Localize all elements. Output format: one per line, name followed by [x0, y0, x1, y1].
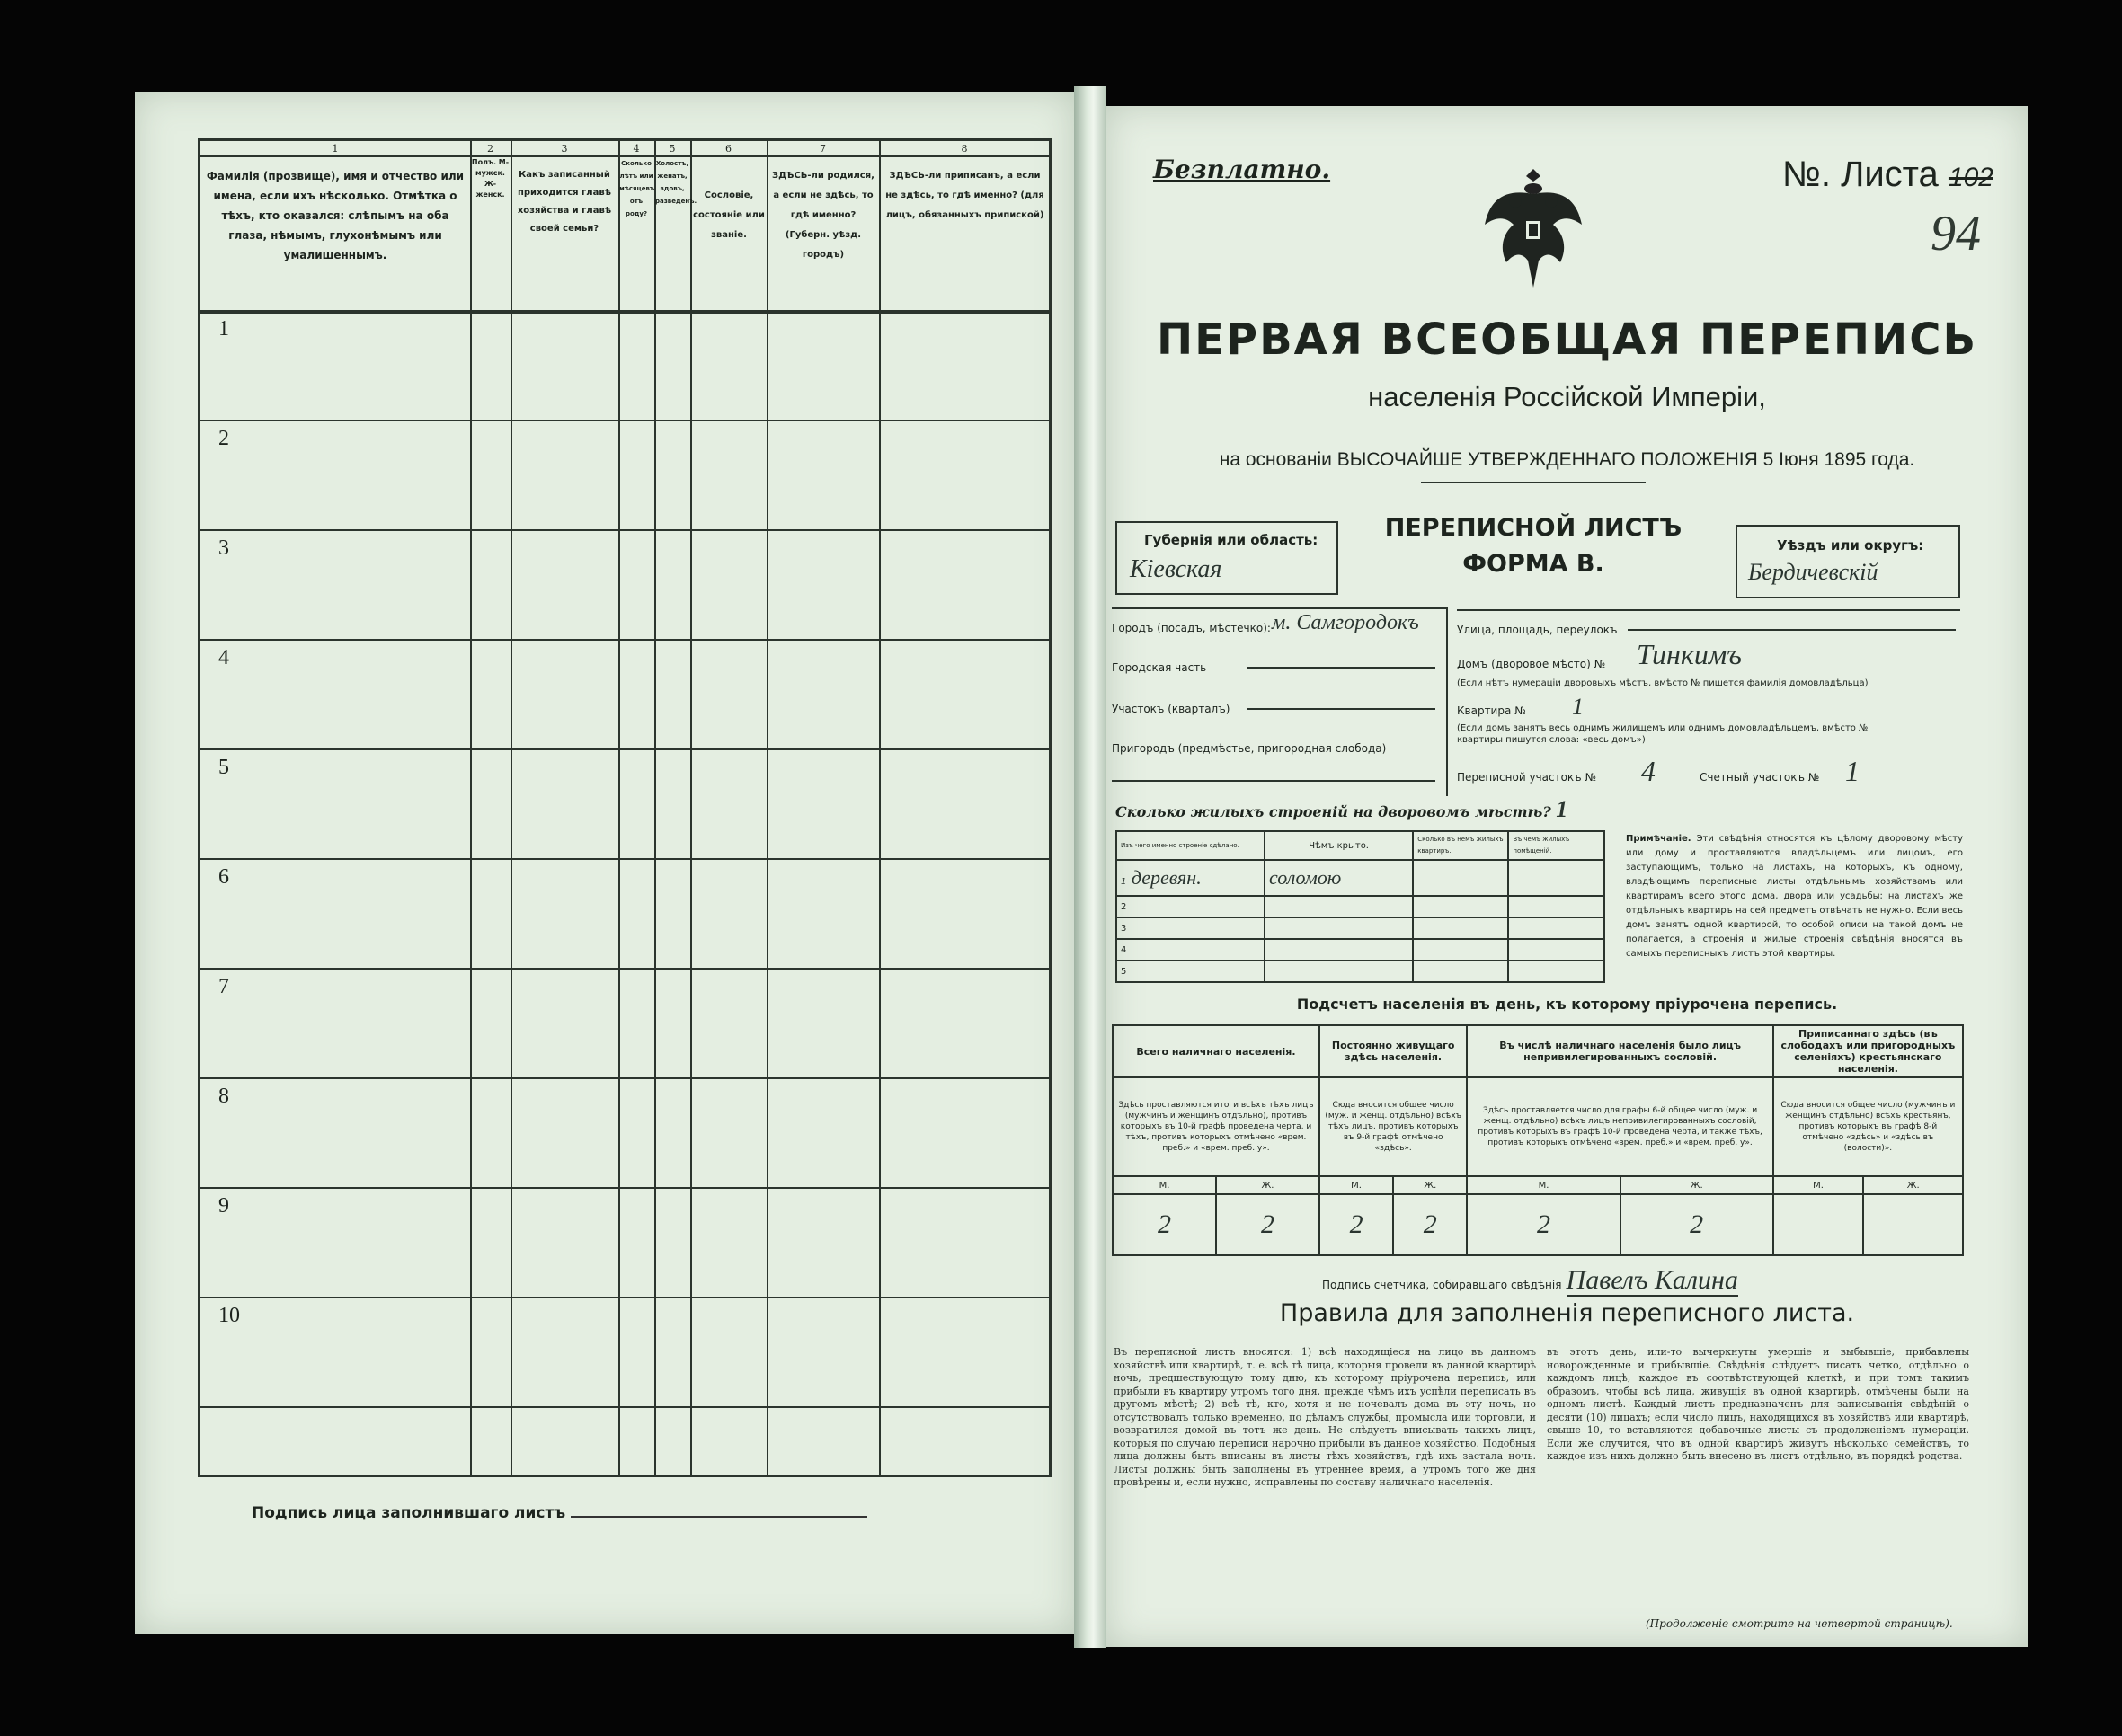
uezd-value: Бердичевскій: [1748, 559, 1878, 585]
row-number: 8: [218, 1085, 229, 1108]
dom-value: Тинкимъ: [1637, 638, 1742, 670]
count-note-nonprivileged: Здѣсь проставляется число для графы 6-й общее число (муж. и женщ. отдѣльно) всѣхъ лицъ непривилегированныхъ сословій, противъ которыхъ въ графѣ 10-й проведена черта, и также тѣхъ, противъ которыхъ отмѣчено «врем. преб.» и «врем. преб. у».: [1467, 1077, 1772, 1176]
row-number: 7: [218, 975, 229, 998]
buildings-note: [1626, 832, 1963, 961]
kvartira-label: Квартира №: [1457, 704, 1526, 717]
sheet-number-handwritten: 94: [1931, 206, 1981, 261]
col-header-registration: ЗДѢСЬ-ли приписанъ, а если не здѣсь, то гдѣ именно? (для лицъ, обязанныхъ припиской): [885, 171, 1044, 220]
building-row: 3: [1116, 917, 1265, 939]
counter-signature: [1322, 1265, 1738, 1296]
col-num-3: 3: [561, 143, 568, 155]
col-header-name: Фамилія (прозвище), имя и отчество или имена, если ихъ нѣсколько. Отмѣтка о тѣхъ, кто оказался: слѣпымъ на оба глаза, нѣмымъ, глухонѣмымъ или умалишеннымъ.: [206, 170, 465, 261]
count-mf: Ж.: [1393, 1176, 1467, 1194]
row-number: 10: [218, 1304, 240, 1327]
ulitsa-label: Улица, площадь, переулокъ: [1457, 624, 1618, 636]
sheet-number-struck: 102: [1948, 163, 1993, 192]
col-num-7: 7: [820, 143, 826, 155]
count-value: 2: [1467, 1194, 1620, 1255]
count-value: [1863, 1194, 1963, 1255]
row-number: 3: [218, 536, 229, 560]
title-divider: [1421, 482, 1646, 483]
buildings-col-roof: Чѣмъ крыто.: [1265, 831, 1413, 860]
perepisnoy-uchastok-value: 4: [1641, 755, 1656, 787]
buildings-col-rooms: Въ чемъ жилыхъ помѣщеній.: [1508, 831, 1604, 860]
col-num-2: 2: [487, 143, 493, 155]
perepisnoy-uchastok-label: Переписной участокъ №: [1457, 771, 1596, 784]
count-title: Подсчетъ населенія въ день, къ которому пріурочена перепись.: [1296, 996, 1838, 1013]
count-value: 2: [1113, 1194, 1216, 1255]
col-num-8: 8: [961, 143, 968, 155]
form-title-line1: ПЕРЕПИСНОЙ ЛИСТЪ: [1384, 514, 1683, 542]
sheet-number-label: №. Листа: [1781, 155, 1939, 194]
row-number: 2: [218, 427, 229, 450]
uchastok-label: Участокъ (кварталъ): [1112, 703, 1230, 715]
count-note-permanent: Сюда вносится общее число (муж. и женщ. отдѣльно) всѣхъ тѣхъ лицъ, противъ которыхъ въ 9-й графѣ отмѣчено «здѣсь».: [1319, 1077, 1467, 1176]
dom-label: Домъ (дворовое мѣсто) №: [1457, 658, 1606, 670]
left-page: [135, 92, 1074, 1634]
count-note-peasant: Сюда вносится общее число (мужчинъ и женщинъ отдѣльно) всѣхъ крестьянъ, противъ которыхъ въ графѣ 8-й отмѣчено «здѣсь» и «здѣсь въ (волости)».: [1773, 1077, 1963, 1176]
count-header-present: Всего наличнаго населенія.: [1113, 1025, 1319, 1077]
form-title: [1354, 510, 1713, 582]
col-header-sex: Полъ. М-мужск. Ж-женск.: [471, 158, 510, 199]
row-number: 6: [218, 865, 229, 889]
count-note-present: Здѣсь проставляются итоги всѣхъ тѣхъ лицъ (мужчинъ и женщинъ отдѣльно), противъ которыхъ въ 10-й графѣ проведена черта, и тѣхъ, противъ которыхъ отмѣчено «врем. преб.» и «врем. преб. у».: [1113, 1077, 1319, 1176]
count-value: [1773, 1194, 1864, 1255]
book-spine: [1074, 86, 1106, 1648]
uezd-label: Уѣздъ или округъ:: [1777, 537, 1924, 554]
buildings-question: [1115, 796, 1567, 823]
row-number: 1: [218, 317, 229, 341]
schetny-uchastok-value: 1: [1845, 755, 1860, 787]
filler-signature-label: Подпись лица заполнившаго листъ: [252, 1504, 566, 1522]
filler-signature-line: [252, 1504, 867, 1522]
col-header-relation: Какъ записанный приходится главѣ хозяйства и главѣ своей семьи?: [517, 170, 612, 234]
count-mf: М.: [1467, 1176, 1620, 1194]
address-left-block: [1112, 607, 1448, 796]
building-roof: соломою: [1265, 860, 1413, 896]
count-value: 2: [1216, 1194, 1319, 1255]
gubernia-box: [1115, 521, 1338, 595]
note-title: Примѣчаніе.: [1626, 834, 1691, 844]
household-member-table: [198, 138, 1052, 1477]
counter-signature-label: Подпись счетчика, собиравшаго свѣдѣнія: [1322, 1279, 1562, 1291]
free-label: Безплатно.: [1153, 155, 1331, 184]
census-title: ПЕРВАЯ ВСЕОБЩАЯ ПЕРЕПИСЬ: [1156, 314, 1978, 365]
population-count-table: [1112, 1024, 1964, 1256]
gorod-value: м. Самгородокъ: [1272, 611, 1419, 634]
count-mf: Ж.: [1216, 1176, 1319, 1194]
building-row: 2: [1116, 896, 1265, 917]
count-value: 2: [1393, 1194, 1467, 1255]
col-num-1: 1: [332, 143, 339, 155]
buildings-label: Сколько жилыхъ строеній на дворовомъ мѣстѣ?: [1115, 803, 1551, 820]
dom-note: (Если нѣтъ нумераціи дворовыхъ мѣстъ, вмѣсто № пишется фамилія домовладѣльца): [1457, 678, 1869, 688]
census-basis: на основаніи ВЫСОЧАЙШЕ УТВЕРЖДЕННАГО ПОЛОЖЕНІЯ 5 Іюня 1895 года.: [1219, 449, 1915, 470]
buildings-col-flats: Сколько въ немъ жилыхъ квартиръ.: [1413, 831, 1508, 860]
row-number: 9: [218, 1194, 229, 1218]
row-number: 4: [218, 646, 229, 669]
schetny-uchastok-label: Счетный участокъ №: [1700, 771, 1820, 784]
buildings-col-material: Изъ чего именно строеніе сдѣлано.: [1116, 831, 1265, 860]
col-header-marital: Холостъ, женатъ, вдовъ, разведенъ.: [655, 160, 697, 205]
rules-column-2: въ этотъ день, или-то вычеркнуты умершіе и выбывшіе, прибавлены новорожденные и прибывшіе. Свѣдѣнія слѣдуетъ писать четко, отдѣльно о каждомъ лицѣ, каждое въ соотвѣтствующей клеткѣ, и при томъ такимъ образомъ, чтобы всѣ лица, живущія въ одной квартирѣ, отмѣчены были на одномъ листѣ. Каждый листъ предназначенъ для записыванія свѣдѣній о десяти (10) лицахъ; если число лицъ, находящихся въ хозяйствѣ или квартирѣ, свыше 10, то вставляются добавочные листы съ продолженіемъ нумераціи. Если же случится, что въ одной квартирѣ живутъ нѣсколько семействъ, то каждое изъ нихъ должно быть внесено въ листъ отдѣльно, въ порядкѣ родства.: [1547, 1346, 1969, 1462]
buildings-table: [1115, 830, 1605, 983]
count-value: 2: [1319, 1194, 1393, 1255]
col-num-5: 5: [669, 143, 676, 155]
count-mf: Ж.: [1863, 1176, 1963, 1194]
building-row: 4: [1116, 939, 1265, 961]
building-row: 5: [1116, 961, 1265, 982]
count-mf: Ж.: [1620, 1176, 1773, 1194]
kvartira-note: (Если домъ занятъ весь однимъ жилищемъ или однимъ домовладѣльцемъ, вмѣсто № квартиры пишутся слова: «весь домъ»): [1457, 723, 1869, 745]
gorod-label: Городъ (посадъ, мѣстечко):: [1112, 622, 1271, 634]
gubernia-value: Кіевская: [1130, 555, 1222, 583]
note-text: Эти свѣдѣнія относятся къ цѣлому дворовому мѣсту или дому и проставляются владѣльцемъ или лицомъ, его заступающимъ, только на листахъ, на которыхъ, къ одному, владѣющимъ переписные листы отдѣльнымъ хозяйствамъ или квартирамъ всего этого дома, двора или усадьбы; на листахъ же отдѣльныхъ квартиръ на сей предметъ отвѣчать не нужно. Если весь домъ занятъ одной квартирой, то особой описи на такой домъ не полагается, а строенія и жилые строенія свѣдѣнія вносятся въ самыхъ переписныхъ листъ этой квартиры.: [1626, 834, 1963, 959]
col-header-birthplace: ЗДѢСЬ-ли родился, а если не здѣсь, то гдѣ именно? (Губерн. уѣзд. городъ): [772, 171, 875, 260]
rules-title: Правила для заполненія переписного листа.: [1279, 1299, 1855, 1327]
count-header-permanent: Постоянно живущаго здѣсь населенія.: [1319, 1025, 1467, 1077]
kvartira-value: 1: [1572, 694, 1584, 720]
count-header-peasant: Приписаннаго здѣсь (въ слободахъ или пригородныхъ селеніяхъ) крестьянскаго населенія.: [1773, 1025, 1963, 1077]
double-headed-eagle-emblem: [1479, 162, 1587, 297]
gubernia-label: Губернія или область:: [1144, 532, 1318, 548]
row-number: 5: [218, 756, 229, 779]
building-row: 1 деревян.: [1116, 860, 1265, 896]
rules-continued: (Продолженіе смотрите на четвертой страницѣ).: [1646, 1617, 1953, 1630]
prigorod-label: Пригородъ (предмѣстье, пригородная слобода): [1112, 742, 1387, 755]
gorodskaya-chast-label: Городская часть: [1112, 661, 1207, 674]
census-subtitle: населенія Россійской Имперіи,: [1368, 381, 1766, 412]
col-num-6: 6: [725, 143, 732, 155]
sheet-number: [1782, 155, 1993, 195]
right-page: [1106, 106, 2028, 1647]
count-header-nonprivileged: Въ числѣ наличнаго населенія было лицъ непривилегированныхъ сословій.: [1467, 1025, 1772, 1077]
counter-signature-value: Павелъ Калина: [1566, 1265, 1738, 1295]
uezd-box: [1736, 525, 1960, 598]
col-num-4: 4: [633, 143, 640, 155]
rules-column-1: Въ переписной листъ вносятся: 1) всѣ находящіеся на лицо въ данномъ хозяйствѣ или квартирѣ, т. е. всѣ тѣ лица, которыя провели въ данной квартирѣ ночь, предшествующую тому дню, къ которому пріурочена перепись, или прибыли въ квартиру утромъ того дня, прежде чѣмъ ихъ успѣли переписать въ другомъ мѣстѣ; 2) всѣ тѣ, кто, хотя и не ночевалъ дома въ эту ночь, но отсутствовалъ только временно, по дѣламъ службы, промысла или торговли, и возвратился домой въ тотъ же день. Не слѣдуетъ вписывать такихъ лицъ, которыя по случаю переписи нарочно прибыли въ данное хозяйство. Подобныя лица должны быть вписаны въ листы тѣхъ хозяйствъ, гдѣ ихъ застала ночь. Листы должны быть заполнены въ утреннее время, а утромъ того же дня провѣрены и, если нужно, исправлены по составу наличнаго населенія.: [1114, 1346, 1536, 1488]
count-mf: М.: [1773, 1176, 1864, 1194]
address-right-block: [1457, 609, 1960, 809]
count-mf: М.: [1319, 1176, 1393, 1194]
col-header-age: Сколько лѣтъ или мѣсяцевъ отъ роду?: [619, 160, 655, 217]
col-header-estate: Сословіе, состояніе или званіе.: [693, 190, 765, 240]
buildings-value: 1: [1556, 796, 1568, 822]
count-value: 2: [1620, 1194, 1773, 1255]
form-title-line2: ФОРМА В.: [1462, 550, 1604, 578]
count-mf: М.: [1113, 1176, 1216, 1194]
